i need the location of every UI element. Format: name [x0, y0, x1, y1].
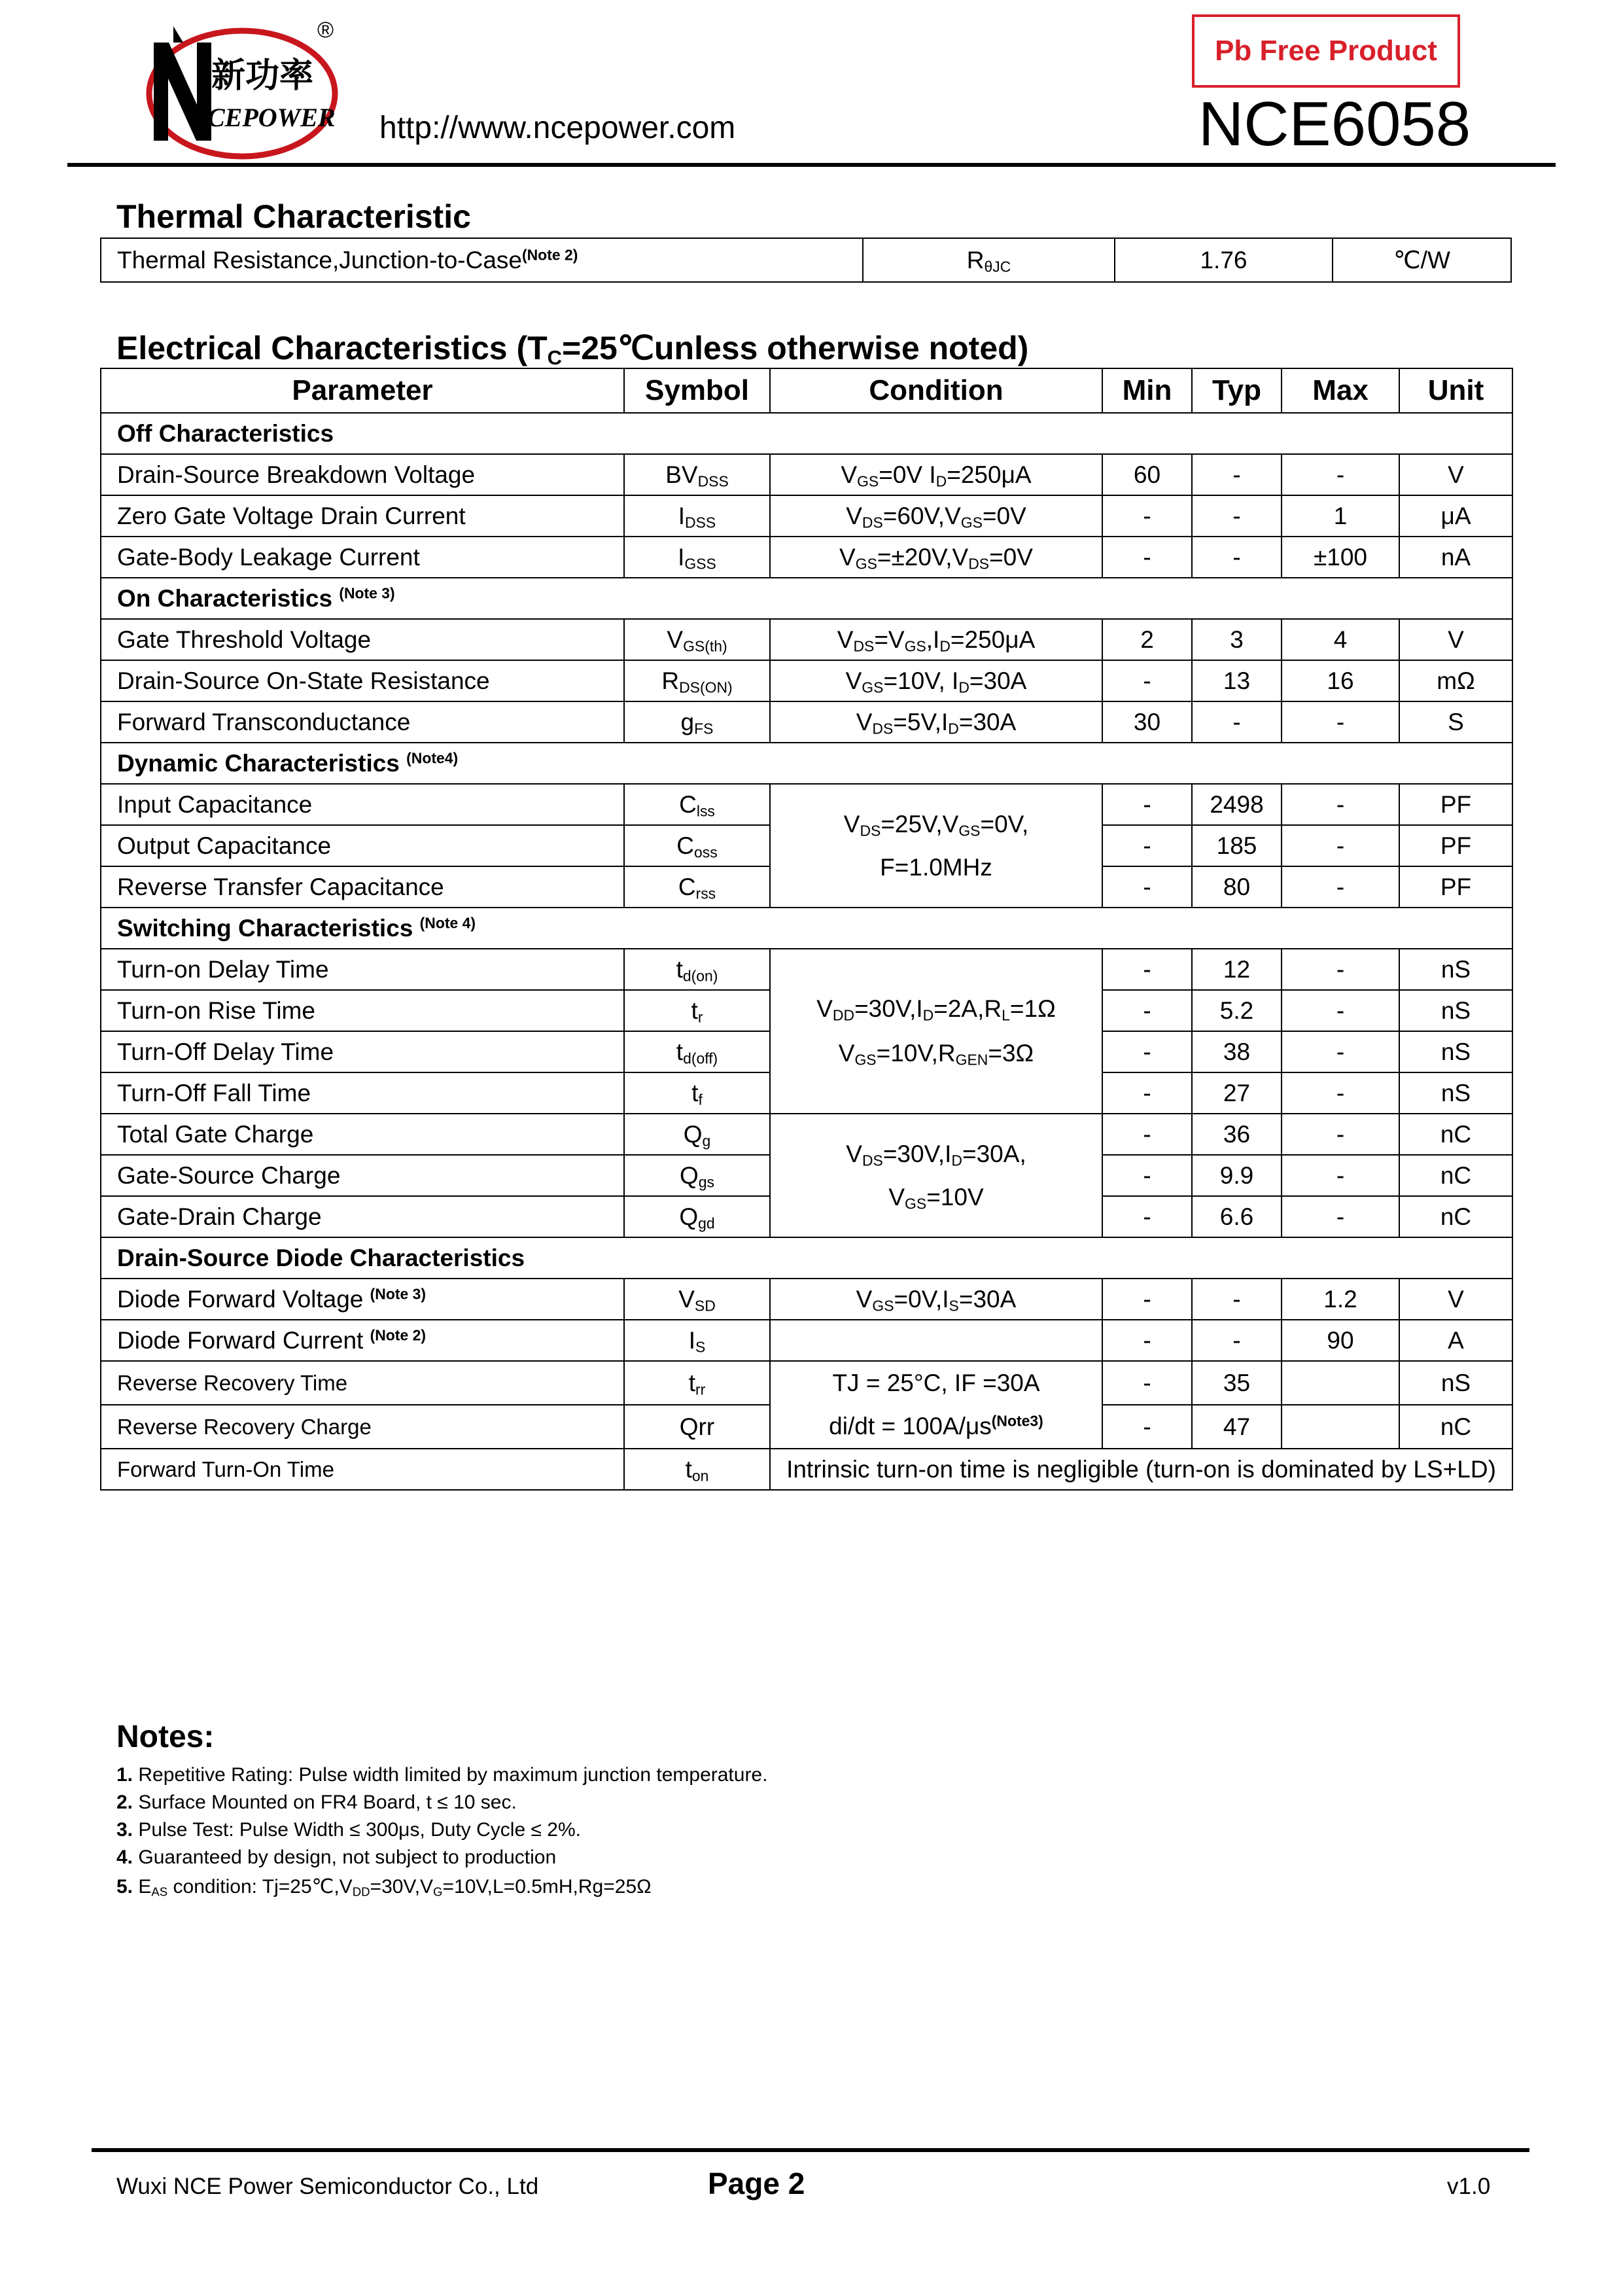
min-cell: - [1102, 825, 1192, 866]
typ-cell: 47 [1192, 1405, 1282, 1449]
typ-cell: - [1192, 701, 1282, 743]
typ-cell: 12 [1192, 949, 1282, 990]
min-cell: - [1102, 866, 1192, 908]
condition-cell: TJ = 25°C, IF =30A $di/dt = 100A/\mu s^{(Note3)}$ [770, 1361, 1102, 1449]
unit-cell: mΩ [1399, 660, 1512, 701]
max-cell: - [1282, 1114, 1399, 1155]
electrical-title [116, 329, 1028, 367]
symbol-cell [624, 825, 770, 866]
registered-mark: ® [317, 18, 334, 43]
unit-cell: nC [1399, 1196, 1512, 1237]
condition-cell [770, 1320, 1102, 1361]
unit-cell: PF [1399, 866, 1512, 908]
table-row [101, 1361, 1512, 1405]
sym-text: Q [683, 1120, 703, 1148]
sym-text: V [667, 626, 684, 653]
col-typ: Typ [1192, 368, 1282, 413]
min-cell: - [1102, 1361, 1192, 1405]
sym-text: t [676, 1038, 684, 1065]
notes-title: Notes: [116, 1720, 215, 1754]
param-cell: Drain-Source On-State Resistance [101, 660, 624, 701]
typ-cell: 80 [1192, 866, 1282, 908]
symbol-cell [624, 784, 770, 825]
section-off: Off Characteristics [101, 413, 1512, 454]
thermal-parameter [101, 238, 863, 282]
max-cell: 1.2 [1282, 1279, 1399, 1320]
note-item [116, 1819, 581, 1841]
sym-text: C [676, 832, 695, 859]
col-symbol: Symbol [624, 368, 770, 413]
note-number: 1. [116, 1764, 133, 1786]
unit-cell: nS [1399, 1072, 1512, 1114]
note-ref: (Note 3) [370, 1284, 427, 1302]
unit-cell: nC [1399, 1405, 1512, 1449]
table-row [101, 619, 1512, 660]
symbol-cell [624, 660, 770, 701]
typ-cell: 9.9 [1192, 1155, 1282, 1196]
unit-cell: nS [1399, 1031, 1512, 1072]
typ-cell: - [1192, 495, 1282, 537]
symbol-cell [624, 1155, 770, 1196]
sym-sub: θJC [984, 258, 1011, 275]
symbol-cell [624, 1072, 770, 1114]
section-row [101, 413, 1512, 454]
footer-company: Wuxi NCE Power Semiconductor Co., Ltd [116, 2174, 539, 2199]
note-item [116, 1792, 517, 1814]
max-cell: - [1282, 1155, 1399, 1196]
section-row [101, 743, 1512, 784]
sym-sub: on [691, 1467, 709, 1485]
min-cell: 60 [1102, 454, 1192, 495]
sym-sub: r [697, 1008, 703, 1026]
param-cell: Turn-Off Delay Time [101, 1031, 624, 1072]
typ-cell: - [1192, 454, 1282, 495]
typ-cell: 185 [1192, 825, 1282, 866]
sym-sub: GSS [684, 555, 716, 573]
symbol-cell [624, 949, 770, 990]
param-cell: Turn-on Delay Time [101, 949, 624, 990]
footer-divider [92, 2148, 1529, 2152]
section-row [101, 908, 1512, 949]
max-cell: - [1282, 1196, 1399, 1237]
param-text: Diode Forward Voltage [117, 1285, 364, 1313]
min-cell: - [1102, 990, 1192, 1031]
min-cell: 2 [1102, 619, 1192, 660]
sym-text: t [688, 1369, 695, 1396]
unit-cell: V [1399, 1279, 1512, 1320]
symbol-cell: Qrr [624, 1405, 770, 1449]
col-min: Min [1102, 368, 1192, 413]
condition-cell: $V_{GS}=\pm 20V,V_{DS}=0V$ [770, 537, 1102, 578]
table-row [101, 949, 1512, 990]
param-cell: Forward Transconductance [101, 701, 624, 743]
title-part: Electrical Characteristics (T [116, 330, 548, 366]
param-cell [101, 1320, 624, 1361]
sym-sub: GS(th) [683, 637, 727, 655]
thermal-value: 1.76 [1115, 238, 1333, 282]
logo-initial: N [200, 138, 201, 141]
sym-text: t [676, 955, 683, 983]
note-text: E [138, 1876, 152, 1898]
note-ref: (Note 2) [370, 1326, 426, 1343]
document-version: v1.0 [1447, 2174, 1491, 2199]
col-condition: Condition [770, 368, 1102, 413]
typ-cell: 6.6 [1192, 1196, 1282, 1237]
table-header-row [101, 368, 1512, 413]
min-cell: - [1102, 784, 1192, 825]
sym-sub: DSS [685, 514, 716, 531]
col-unit: Unit [1399, 368, 1512, 413]
sym-text: R [966, 246, 985, 274]
max-cell: - [1282, 825, 1399, 866]
typ-cell: 38 [1192, 1031, 1282, 1072]
max-cell: - [1282, 866, 1399, 908]
symbol-cell [624, 701, 770, 743]
max-cell: 90 [1282, 1320, 1399, 1361]
condition-cell: $V_{DS}=30V,I_D=30A$, $V_{GS}=10V$ [770, 1114, 1102, 1237]
thermal-unit: ℃/W [1333, 238, 1511, 282]
min-cell: - [1102, 1279, 1192, 1320]
unit-cell: nS [1399, 990, 1512, 1031]
symbol-cell [624, 1114, 770, 1155]
logo-english: CEPOWER [207, 103, 336, 132]
min-cell: - [1102, 1196, 1192, 1237]
symbol-cell [624, 1196, 770, 1237]
unit-cell: nA [1399, 537, 1512, 578]
max-cell: - [1282, 454, 1399, 495]
max-cell: ±100 [1282, 537, 1399, 578]
typ-cell: 2498 [1192, 784, 1282, 825]
unit-cell: nS [1399, 1361, 1512, 1405]
param-text: Thermal Resistance,Junction-to-Case [117, 246, 522, 274]
note-text: Pulse Test: Pulse Width ≤ 300μs, Duty Cycle ≤ 2%. [138, 1819, 581, 1841]
max-cell: - [1282, 990, 1399, 1031]
thermal-table [100, 238, 1512, 283]
table-row [101, 537, 1512, 578]
logo-chinese: 新功率 [211, 56, 314, 96]
param-cell: Zero Gate Voltage Drain Current [101, 495, 624, 537]
sym-text: BV [665, 461, 698, 488]
max-cell: - [1282, 1031, 1399, 1072]
unit-cell: S [1399, 701, 1512, 743]
note-ref: (Note 4) [419, 913, 476, 931]
note-ref: (Note 2) [521, 245, 578, 263]
note-text: =10V,L=0.5mH,Rg=25Ω [442, 1876, 652, 1898]
sym-text: I [678, 502, 686, 529]
min-cell: - [1102, 1072, 1192, 1114]
table-row [101, 454, 1512, 495]
note-ref: (Note 3) [339, 584, 395, 601]
section-row [101, 578, 1512, 619]
sym-text: V [678, 1285, 695, 1313]
title-sub: C [547, 345, 563, 369]
note-number: 4. [116, 1846, 133, 1868]
note-text: =30V,V [370, 1876, 434, 1898]
note-sub: G [433, 1884, 443, 1899]
note-text: Guaranteed by design, not subject to production [138, 1846, 557, 1868]
sym-text: C [679, 790, 697, 818]
param-cell: Reverse Transfer Capacitance [101, 866, 624, 908]
table-row [101, 1320, 1512, 1361]
min-cell: - [1102, 1405, 1192, 1449]
note-sub: DD [352, 1884, 370, 1899]
note-sub: AS [151, 1884, 168, 1899]
condition-cell: $V_{GS}=10V$, $I_D=30A$ [770, 660, 1102, 701]
min-cell: - [1102, 537, 1192, 578]
sym-sub: lss [696, 802, 715, 820]
typ-cell: 3 [1192, 619, 1282, 660]
unit-cell: μA [1399, 495, 1512, 537]
note-text: Repetitive Rating: Pulse width limited by maximum junction temperature. [138, 1764, 768, 1786]
sym-text: g [680, 708, 695, 735]
symbol-cell [624, 537, 770, 578]
thermal-symbol [863, 238, 1115, 282]
symbol-cell [624, 990, 770, 1031]
section-row [101, 1237, 1512, 1279]
sym-text: t [691, 997, 698, 1024]
sym-sub: DSS [697, 472, 729, 490]
symbol-cell [624, 495, 770, 537]
company-logo [134, 16, 343, 164]
param-cell: Forward Turn-On Time [101, 1449, 624, 1490]
max-cell: 1 [1282, 495, 1399, 537]
param-cell: Total Gate Charge [101, 1114, 624, 1155]
min-cell: - [1102, 1114, 1192, 1155]
website-url[interactable]: http://www.ncepower.com [379, 111, 736, 145]
min-cell: 30 [1102, 701, 1192, 743]
table-row [101, 701, 1512, 743]
param-cell: Output Capacitance [101, 825, 624, 866]
condition-cell: $V_{DS}=60V,V_{GS}=0V$ [770, 495, 1102, 537]
unit-cell: nC [1399, 1114, 1512, 1155]
pb-free-badge: Pb Free Product [1192, 14, 1460, 88]
unit-cell: V [1399, 619, 1512, 660]
section-label: On Characteristics [117, 584, 333, 612]
sym-text: t [685, 1455, 692, 1483]
condition-cell: $V_{DS}=V_{GS},I_D=250\mu A$ [770, 619, 1102, 660]
sym-sub: g [702, 1132, 711, 1150]
header-divider [67, 163, 1556, 167]
symbol-cell [624, 619, 770, 660]
sym-sub: DS(ON) [679, 679, 733, 696]
sym-text: Q [679, 1161, 699, 1189]
typ-cell: 35 [1192, 1361, 1282, 1405]
max-cell: - [1282, 949, 1399, 990]
condition-cell: $V_{GS}=0V$ $I_D=250\mu A$ [770, 454, 1102, 495]
symbol-cell [624, 1361, 770, 1405]
sym-sub: oss [694, 843, 718, 861]
max-cell [1282, 1405, 1399, 1449]
sym-sub: S [695, 1338, 706, 1356]
condition-cell: $V_{DS}=5V,I_D=30A$ [770, 701, 1102, 743]
part-number: NCE6058 [1198, 89, 1471, 159]
typ-cell: - [1192, 1279, 1282, 1320]
min-cell: - [1102, 660, 1192, 701]
sym-sub: d(off) [683, 1050, 718, 1067]
note-ref: (Note4) [406, 749, 459, 766]
typ-cell: 5.2 [1192, 990, 1282, 1031]
note-text: Surface Mounted on FR4 Board, t ≤ 10 sec. [138, 1792, 517, 1813]
sym-text: t [691, 1079, 699, 1106]
unit-cell: PF [1399, 825, 1512, 866]
max-cell [1282, 1361, 1399, 1405]
table-row [101, 660, 1512, 701]
sym-sub: SD [694, 1297, 716, 1315]
note-item [116, 1846, 556, 1869]
sym-sub: gd [698, 1214, 715, 1232]
condition-cell: $V_{DD}=30V,I_D=2A,R_L=1\Omega$ $V_{GS}=10V,R_{GEN}=3\Omega$ [770, 949, 1102, 1114]
param-cell: Gate-Source Charge [101, 1155, 624, 1196]
max-cell: - [1282, 784, 1399, 825]
note-item [116, 1875, 652, 1898]
section-label: Switching Characteristics [117, 914, 413, 942]
table-row [101, 495, 1512, 537]
unit-cell: nS [1399, 949, 1512, 990]
sym-sub: d(on) [682, 967, 718, 985]
param-text: Diode Forward Current [117, 1326, 364, 1354]
sym-text: I [688, 1326, 695, 1354]
max-cell: 4 [1282, 619, 1399, 660]
unit-cell: nC [1399, 1155, 1512, 1196]
condition-cell: Intrinsic turn-on time is negligible (turn-on is dominated by LS+LD) [770, 1449, 1512, 1490]
sym-sub: gs [698, 1173, 714, 1191]
typ-cell: - [1192, 537, 1282, 578]
section-switching [101, 908, 1512, 949]
max-cell: 16 [1282, 660, 1399, 701]
note-item [116, 1764, 767, 1786]
sym-sub: rss [695, 885, 716, 902]
symbol-cell [624, 1279, 770, 1320]
section-on [101, 578, 1512, 619]
param-cell: Gate-Body Leakage Current [101, 537, 624, 578]
param-cell: Gate-Drain Charge [101, 1196, 624, 1237]
sym-text: I [678, 543, 685, 571]
symbol-cell [624, 1320, 770, 1361]
note-number: 5. [116, 1876, 133, 1898]
note-number: 3. [116, 1819, 133, 1841]
max-cell: - [1282, 701, 1399, 743]
typ-cell: 27 [1192, 1072, 1282, 1114]
param-cell: Reverse Recovery Charge [101, 1405, 624, 1449]
sym-sub: rr [695, 1381, 706, 1398]
page-number: Page 2 [708, 2166, 805, 2200]
section-diode: Drain-Source Diode Characteristics [101, 1237, 1512, 1279]
symbol-cell [624, 1031, 770, 1072]
param-cell: Turn-Off Fall Time [101, 1072, 624, 1114]
min-cell: - [1102, 495, 1192, 537]
sym-text: C [678, 873, 696, 900]
col-parameter: Parameter [101, 368, 624, 413]
min-cell: - [1102, 1031, 1192, 1072]
unit-cell: A [1399, 1320, 1512, 1361]
table-row [101, 1449, 1512, 1490]
unit-cell: V [1399, 454, 1512, 495]
note-number: 2. [116, 1792, 133, 1813]
param-cell [101, 1279, 624, 1320]
section-label: Dynamic Characteristics [117, 749, 400, 777]
table-row [101, 784, 1512, 825]
typ-cell: 13 [1192, 660, 1282, 701]
table-row [101, 1114, 1512, 1155]
symbol-cell [624, 1449, 770, 1490]
max-cell: - [1282, 1072, 1399, 1114]
note-text: condition: Tj=25℃,V [173, 1876, 353, 1898]
typ-cell: - [1192, 1320, 1282, 1361]
typ-cell: 36 [1192, 1114, 1282, 1155]
sym-text: R [661, 667, 680, 694]
sym-sub: FS [694, 720, 714, 737]
param-cell: Reverse Recovery Time [101, 1361, 624, 1405]
param-cell: Turn-on Rise Time [101, 990, 624, 1031]
min-cell: - [1102, 1320, 1192, 1361]
unit-cell: PF [1399, 784, 1512, 825]
min-cell: - [1102, 1155, 1192, 1196]
section-dynamic [101, 743, 1512, 784]
table-row [101, 238, 1511, 282]
symbol-cell [624, 866, 770, 908]
param-cell: Input Capacitance [101, 784, 624, 825]
condition-cell: $V_{GS}=0V,I_S=30A$ [770, 1279, 1102, 1320]
sym-sub: f [698, 1091, 703, 1108]
min-cell: - [1102, 949, 1192, 990]
sym-text: Q [679, 1203, 699, 1230]
electrical-table [100, 368, 1513, 1491]
condition-cell: $V_{DS}=25V,V_{GS}=0V$, F=1.0MHz [770, 784, 1102, 908]
table-row [101, 1279, 1512, 1320]
thermal-title: Thermal Characteristic [116, 198, 471, 235]
param-cell: Gate Threshold Voltage [101, 619, 624, 660]
symbol-cell [624, 454, 770, 495]
title-part: =25℃unless otherwise noted) [562, 330, 1029, 366]
param-cell: Drain-Source Breakdown Voltage [101, 454, 624, 495]
col-max: Max [1282, 368, 1399, 413]
